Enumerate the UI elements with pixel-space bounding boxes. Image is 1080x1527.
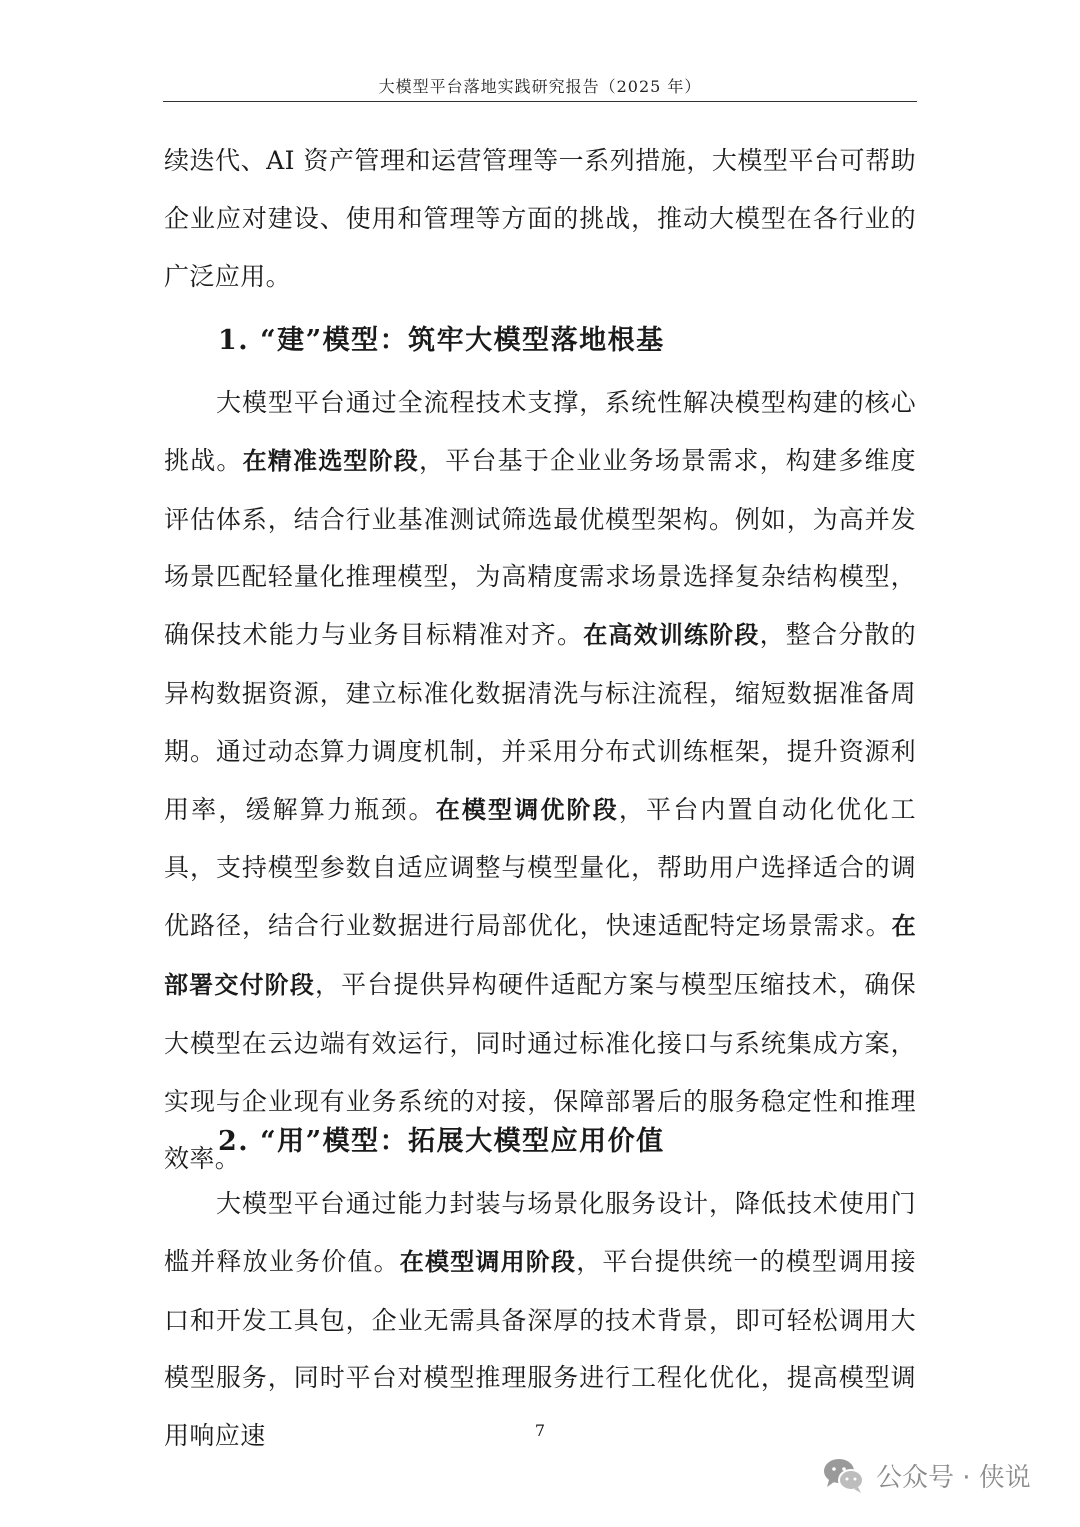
stage-text-invocation: ，平台提供统一的模型调用接口和开发工具包，企业无需具备深厚的技术背景，即可轻松调用大模型服务，同时平台对模型推理服务进行工程化优化，提高模型调用响应速 — [164, 1246, 916, 1451]
wechat-icon — [822, 1456, 866, 1494]
stage-label-selection: 在精准选型阶段 — [242, 446, 420, 475]
paragraph-continuation: 续迭代、AI 资产管理和运营管理等一系列措施，大模型平台可帮助企业应对建设、使用和管理等方面的挑战，推动大模型在各行业的广泛应用。 — [164, 146, 916, 291]
stage-label-training: 在高效训练阶段 — [583, 621, 760, 650]
page-header-title: 大模型平台落地实践研究报告（2025 年） — [378, 77, 702, 96]
stage-text-tuning: ，平台内置自动化优化工具，支持模型参数自适应调整与模型量化，帮助用户选择适合的调优路径，结合行业数据进行局部优化，快速适配特定场景需求。 — [164, 794, 916, 941]
paragraph-intro: 大模型平台通过全流程技术支撑，系统性解决模型构建的核心挑战。 — [164, 388, 916, 475]
header-divider — [163, 101, 917, 102]
paragraph-intro: 大模型平台通过能力封装与场景化服务设计，降低技术使用门槛并释放业务价值。 — [164, 1189, 916, 1276]
stage-label-tuning: 在模型调优阶段 — [435, 795, 619, 824]
section-heading-use-model: 2. “用”模型：拓展大模型应用价值 — [218, 1126, 665, 1157]
stage-label-deployment: 在部署交付阶段 — [164, 912, 916, 999]
stage-text-deployment: ，平台提供异构硬件适配方案与模型压缩技术，确保大模型在云边端有效运行，同时通过标准化接口与系统集成方案，实现与企业现有业务系统的对接，保障部署后的服务稳定性和推理效率。 — [164, 969, 916, 1174]
stage-text-training: ，整合分散的异构数据资源，建立标准化数据清洗与标注流程，缩短数据准备周期。通过动态算力调度机制，并采用分布式训练框架，提升资源利用率，缓解算力瓶颈。 — [164, 620, 916, 824]
section-heading-build-model: 1. “建”模型：筑牢大模型落地根基 — [218, 325, 665, 356]
watermark-text: 公众号 · 侠说 — [876, 1462, 1031, 1493]
stage-text-selection: ，平台基于企业业务场景需求，构建多维度评估体系，结合行业基准测试筛选最优模型架构。例如，为高并发场景匹配轻量化推理模型，为高精度需求场景选择复杂结构模型，确保技术能力与业务目标精准对齐。 — [164, 445, 917, 650]
stage-label-invocation: 在模型调用阶段 — [399, 1247, 577, 1276]
page-number: 7 — [534, 1421, 546, 1440]
paragraph-build-model — [164, 374, 916, 1188]
watermark — [822, 1455, 1031, 1495]
